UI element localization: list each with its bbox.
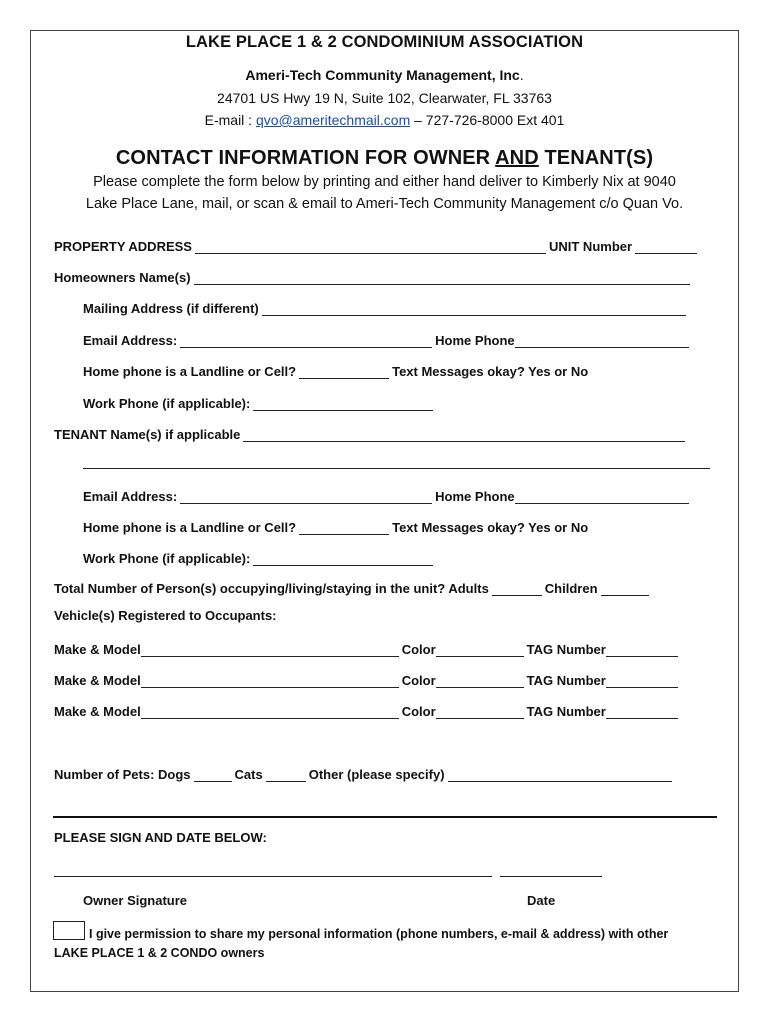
- permission-checkbox[interactable]: [53, 921, 85, 940]
- company-name: Ameri-Tech Community Management, Inc: [245, 67, 520, 83]
- owner-work-phone-row: [83, 393, 436, 411]
- tenant-text-ok-label: Text Messages okay? Yes or No: [392, 520, 589, 535]
- adults-field[interactable]: [492, 583, 542, 596]
- vehicle-row: [54, 670, 681, 688]
- tenant-work-phone-row: [83, 548, 436, 566]
- tenant-work-phone-label: Work Phone (if applicable):: [83, 551, 251, 566]
- make-model-field[interactable]: [141, 706, 399, 719]
- color-label: Color: [401, 642, 436, 657]
- company-email-line: [30, 112, 739, 128]
- title-and: AND: [495, 147, 539, 169]
- vehicle-row: [54, 701, 681, 719]
- unit-number-field[interactable]: [635, 241, 697, 254]
- title-part2: TENANT(S): [538, 147, 654, 169]
- homeowners-row: [54, 267, 693, 285]
- owner-email-row: [83, 330, 692, 348]
- tenant-names-field-2[interactable]: [83, 468, 710, 469]
- tenant-home-phone-label: Home Phone: [435, 489, 515, 504]
- tag-number-field[interactable]: [606, 706, 678, 719]
- sign-heading: PLEASE SIGN AND DATE BELOW:: [54, 830, 267, 845]
- homeowners-label: Homeowners Name(s): [54, 270, 191, 285]
- title-part1: CONTACT INFORMATION FOR OWNER: [115, 147, 496, 169]
- tenant-email-row: [83, 486, 692, 504]
- company-dot: .: [519, 67, 524, 83]
- tag-number-label: TAG Number: [526, 642, 606, 657]
- tenant-email-field[interactable]: [180, 491, 432, 504]
- owner-home-phone-label: Home Phone: [435, 333, 515, 348]
- children-field[interactable]: [601, 583, 649, 596]
- date-label: Date: [527, 893, 556, 908]
- other-pets-label: Other (please specify): [308, 767, 445, 782]
- owner-home-phone-field[interactable]: [515, 335, 689, 348]
- instructions-line-2: Lake Place Lane, mail, or scan & email to Ameri-Tech Community Management c/o Quan Vo.: [85, 196, 684, 212]
- tag-number-field[interactable]: [606, 675, 678, 688]
- tenant-names-row: [54, 424, 688, 442]
- pets-row: [54, 764, 675, 782]
- color-field[interactable]: [436, 644, 524, 657]
- permission-text-line-1: I give permission to share my personal information (phone numbers, e-mail & address) with other: [89, 927, 669, 941]
- tag-number-label: TAG Number: [526, 704, 606, 719]
- owner-work-phone-field[interactable]: [253, 398, 433, 411]
- tenant-landline-label: Home phone is a Landline or Cell?: [83, 520, 297, 535]
- owner-work-phone-label: Work Phone (if applicable):: [83, 396, 251, 411]
- cats-field[interactable]: [266, 769, 306, 782]
- association-title: LAKE PLACE 1 & 2 CONDOMINIUM ASSOCIATION: [185, 33, 584, 51]
- homeowners-field[interactable]: [194, 272, 690, 285]
- owner-text-ok-label: Text Messages okay? Yes or No: [392, 364, 589, 379]
- children-label: Children: [544, 581, 598, 596]
- occupants-row: [54, 578, 652, 596]
- tenant-home-phone-field[interactable]: [515, 491, 689, 504]
- management-company: [30, 67, 739, 83]
- company-address: 24701 US Hwy 19 N, Suite 102, Clearwater, FL 33763: [217, 90, 552, 106]
- tenant-email-label: Email Address:: [83, 489, 178, 504]
- owner-landline-label: Home phone is a Landline or Cell?: [83, 364, 297, 379]
- dogs-field[interactable]: [194, 769, 232, 782]
- instructions-line-1: Please complete the form below by printing and either hand deliver to Kimberly Nix at 9040: [93, 174, 676, 190]
- owner-signature-label: Owner Signature: [83, 893, 188, 908]
- email-suffix: – 727-726-8000 Ext 401: [410, 112, 565, 128]
- color-label: Color: [401, 704, 436, 719]
- tenant-phone-type-row: [83, 517, 588, 535]
- mailing-address-label: Mailing Address (if different): [83, 301, 259, 316]
- adults-label: Total Number of Person(s) occupying/living/staying in the unit? Adults: [54, 581, 489, 596]
- other-pets-field[interactable]: [448, 769, 672, 782]
- email-prefix: E-mail :: [204, 112, 256, 128]
- tenant-names-label: TENANT Name(s) if applicable: [54, 427, 241, 442]
- form-title: [30, 147, 739, 170]
- dogs-label: Number of Pets: Dogs: [54, 767, 191, 782]
- cats-label: Cats: [234, 767, 263, 782]
- color-label: Color: [401, 673, 436, 688]
- vehicles-heading: Vehicle(s) Registered to Occupants:: [54, 608, 277, 623]
- owner-email-label: Email Address:: [83, 333, 178, 348]
- color-field[interactable]: [436, 675, 524, 688]
- tenant-landline-field[interactable]: [299, 522, 389, 535]
- make-model-field[interactable]: [141, 644, 399, 657]
- property-address-field[interactable]: [195, 241, 546, 254]
- owner-landline-field[interactable]: [299, 366, 389, 379]
- property-address-label: PROPERTY ADDRESS: [54, 239, 192, 254]
- tenant-work-phone-field[interactable]: [253, 553, 433, 566]
- email-link[interactable]: qvo@ameritechmail.com: [255, 112, 411, 128]
- make-model-label: Make & Model: [54, 642, 141, 657]
- tag-number-label: TAG Number: [526, 673, 606, 688]
- date-field[interactable]: [500, 876, 602, 877]
- make-model-field[interactable]: [141, 675, 399, 688]
- color-field[interactable]: [436, 706, 524, 719]
- tenant-names-field[interactable]: [243, 429, 685, 442]
- property-address-row: [54, 236, 700, 254]
- unit-number-label: UNIT Number: [548, 239, 633, 254]
- vehicle-row: [54, 639, 681, 657]
- owner-signature-field[interactable]: [54, 876, 492, 877]
- mailing-address-field[interactable]: [262, 303, 686, 316]
- make-model-label: Make & Model: [54, 704, 141, 719]
- section-divider: [53, 816, 717, 818]
- tag-number-field[interactable]: [606, 644, 678, 657]
- mailing-address-row: [83, 298, 689, 316]
- make-model-label: Make & Model: [54, 673, 141, 688]
- owner-phone-type-row: [83, 361, 588, 379]
- permission-text-line-2: LAKE PLACE 1 & 2 CONDO owners: [54, 946, 265, 960]
- owner-email-field[interactable]: [180, 335, 432, 348]
